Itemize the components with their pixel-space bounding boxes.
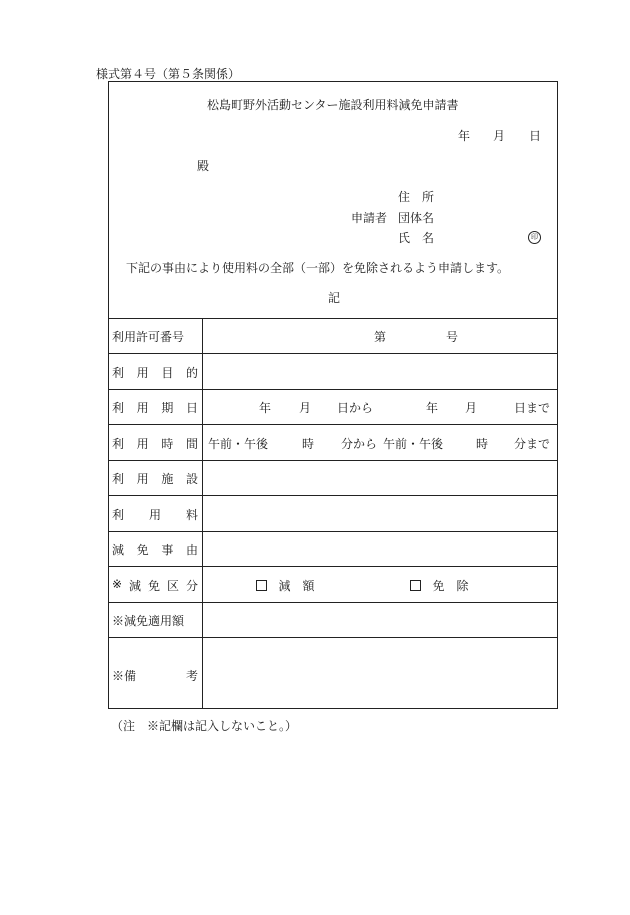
label-char: 免 (148, 579, 161, 593)
exemption-option (410, 577, 468, 594)
request-statement: 下記の事由により使用料の全部（一部）を免除されるよう申請します。 (126, 261, 510, 275)
label-char: 用 (136, 437, 149, 451)
date-year-label: 年 (458, 129, 471, 143)
label-char: 減 (129, 579, 142, 593)
exemption-checkbox[interactable] (410, 580, 421, 591)
date-day-label: 日 (529, 129, 542, 143)
label-char: 利 (112, 437, 125, 451)
label-char: 利 (112, 508, 125, 522)
time-end-hour: 時 (476, 437, 489, 451)
label-char: 考 (185, 669, 198, 683)
period-end-day: 日まで (514, 401, 551, 415)
time-label (112, 435, 198, 452)
permit-go-label: 号 (446, 330, 459, 344)
row-divider (108, 495, 558, 496)
addressee-suffix: 殿 (197, 159, 210, 173)
label-char: 日 (185, 401, 198, 415)
label-char: 目 (161, 366, 174, 380)
column-divider (202, 318, 203, 709)
date-month-label: 月 (493, 129, 506, 143)
reason-label (112, 541, 198, 558)
row-divider (108, 531, 558, 532)
label-char: 利 (112, 401, 125, 415)
label-char: 由 (185, 543, 198, 557)
purpose-label (112, 364, 198, 381)
period-end-month: 月 (465, 401, 478, 415)
label-char: 料 (185, 508, 198, 522)
remarks-label (112, 667, 198, 684)
form-caption: 様式第４号（第５条関係） (96, 67, 241, 81)
row-divider (108, 424, 558, 425)
exemption-label: 免 除 (432, 579, 469, 593)
period-start-month: 月 (299, 401, 312, 415)
ki-marker: 記 (328, 291, 341, 305)
row-divider (108, 602, 558, 603)
time-start-hour: 時 (302, 437, 315, 451)
time-start-minute: 分から (341, 437, 378, 451)
label-char: 減 (112, 543, 125, 557)
org-name-label: 団体名 (398, 211, 435, 225)
name-label: 氏 名 (398, 231, 435, 245)
label-char: 的 (185, 366, 198, 380)
row-divider (108, 460, 558, 461)
label-char: 用 (136, 401, 149, 415)
permit-number-label: 利用許可番号 (112, 330, 185, 344)
label-char: ※備 (112, 669, 137, 683)
period-start-year: 年 (259, 401, 272, 415)
label-char: 施 (161, 472, 174, 486)
seal-icon: 印 (528, 231, 541, 244)
period-end-year: 年 (426, 401, 439, 415)
address-label: 住 所 (398, 190, 435, 204)
row-divider (108, 566, 558, 567)
row-divider (108, 353, 558, 354)
table-top-line (108, 318, 558, 319)
reduction-label: 減 額 (278, 579, 315, 593)
category-label (112, 577, 198, 594)
facility-label (112, 470, 198, 487)
label-char: 用 (136, 366, 149, 380)
label-char: 利 (112, 366, 125, 380)
applicant-label: 申請者 (351, 211, 388, 225)
period-label (112, 399, 198, 416)
time-end-ampm: 午前・午後 (383, 437, 444, 451)
row-divider (108, 389, 558, 390)
applied-amount-label: ※減免適用額 (112, 614, 185, 628)
reduction-option (256, 577, 314, 594)
time-start-ampm: 午前・午後 (208, 437, 269, 451)
footnote: （注 ※記欄は記入しないこと。） (111, 719, 298, 733)
label-char: 期 (161, 401, 174, 415)
label-char: 分 (185, 579, 198, 593)
time-end-minute: 分まで (514, 437, 551, 451)
label-char: 免 (136, 543, 149, 557)
label-char: 用 (136, 472, 149, 486)
label-char: 用 (148, 508, 161, 522)
label-char: 設 (185, 472, 198, 486)
label-char: 事 (161, 543, 174, 557)
row-divider (108, 637, 558, 638)
label-char: 利 (112, 472, 125, 486)
reduction-checkbox[interactable] (256, 580, 267, 591)
label-char: 間 (185, 437, 198, 451)
label-char: 時 (161, 437, 174, 451)
permit-dai-label: 第 (374, 330, 387, 344)
fee-label (112, 506, 198, 523)
period-start-day: 日から (337, 401, 374, 415)
label-char: 区 (167, 579, 180, 593)
label-char: ※ (112, 577, 123, 591)
form-title: 松島町野外活動センター施設利用料減免申請書 (207, 98, 459, 112)
